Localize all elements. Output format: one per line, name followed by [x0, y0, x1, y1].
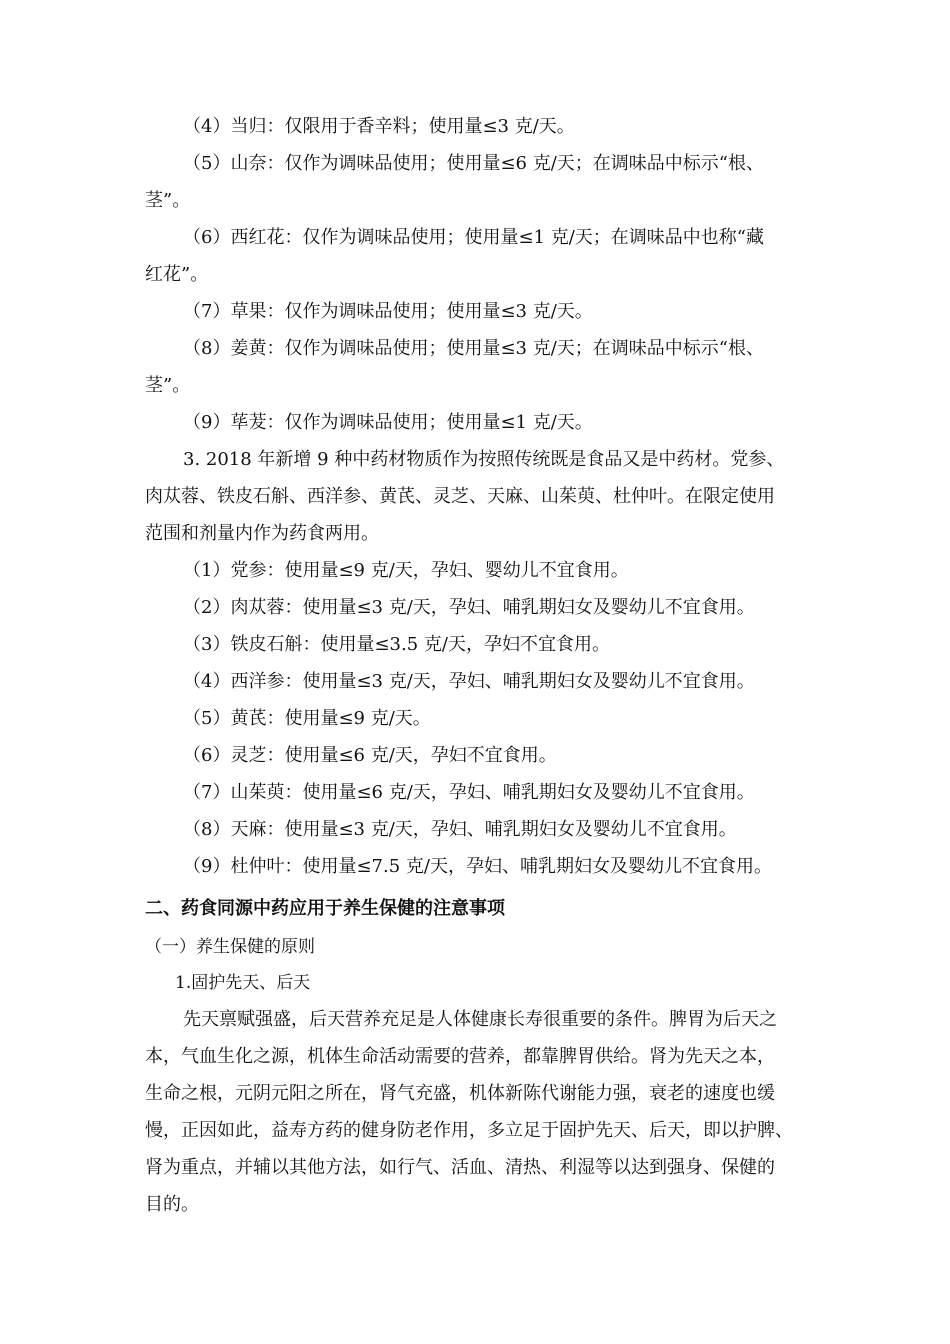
paragraph-line: 先天禀赋强盛，后天营养充足是人体健康长寿很重要的条件。脾胃为后天之 — [183, 1009, 777, 1030]
section-heading: 二、药食同源中药应用于养生保健的注意事项 — [145, 898, 505, 919]
paragraph-line: 生命之根，元阴元阳之所在，肾气充盛，机体新陈代谢能力强，衰老的速度也缓 — [145, 1083, 775, 1104]
list-item-continuation: 红花”。 — [145, 264, 209, 285]
paragraph-line: 目的。 — [145, 1194, 199, 1215]
body-paragraph — [145, 1001, 810, 1223]
point-3-line: 肉苁蓉、铁皮石斛、西洋参、黄芪、灵芝、天麻、山茱萸、杜仲叶。在限定使用 — [145, 486, 775, 507]
list-item: （6）西红花：仅作为调味品使用；使用量≤1 克/天；在调味品中也称“藏 — [183, 227, 764, 248]
list-item: （8）姜黄：仅作为调味品使用；使用量≤3 克/天；在调味品中标示“根、 — [183, 338, 764, 359]
list-item: （3）铁皮石斛：使用量≤3.5 克/天，孕妇不宜食用。 — [183, 634, 610, 655]
item-title: 1.固护先天、后天 — [175, 973, 311, 993]
paragraph-line: 肾为重点，并辅以其他方法，如行气、活血、清热、利湿等以达到强身、保健的 — [145, 1157, 775, 1178]
list-item: （4）当归：仅限用于香辛料；使用量≤3 克/天。 — [183, 116, 575, 137]
list-item: （1）党参：使用量≤9 克/天，孕妇、婴幼儿不宜食用。 — [183, 560, 629, 581]
list-item: （9）荜茇：仅作为调味品使用；使用量≤1 克/天。 — [183, 412, 593, 433]
list-item: （5）山奈：仅作为调味品使用；使用量≤6 克/天；在调味品中标示“根、 — [183, 153, 764, 174]
list-item: （9）杜仲叶：使用量≤7.5 克/天，孕妇、哺乳期妇女及婴幼儿不宜食用。 — [183, 856, 772, 877]
list-item: （4）西洋参：使用量≤3 克/天，孕妇、哺乳期妇女及婴幼儿不宜食用。 — [183, 671, 755, 692]
list-item: （6）灵芝：使用量≤6 克/天，孕妇不宜食用。 — [183, 745, 557, 766]
list-item: （7）山茱萸：使用量≤6 克/天，孕妇、哺乳期妇女及婴幼儿不宜食用。 — [183, 782, 755, 803]
list-item-continuation: 茎”。 — [145, 190, 191, 211]
list-item: （8）天麻：使用量≤3 克/天，孕妇、哺乳期妇女及婴幼儿不宜食用。 — [183, 819, 737, 840]
list-item: （5）黄芪：使用量≤9 克/天。 — [183, 708, 431, 729]
subsection-heading: （一）养生保健的原则 — [145, 937, 315, 957]
document-page — [145, 108, 810, 1223]
paragraph-line: 慢，正因如此，益寿方药的健身防老作用，多立足于固护先天、后天，即以护脾、 — [145, 1120, 793, 1141]
point-3-line: 3. 2018 年新增 9 种中药材物质作为按照传统既是食品又是中药材。党参、 — [183, 449, 785, 470]
paragraph-line: 本，气血生化之源，机体生命活动需要的营养，都靠脾胃供给。肾为先天之本， — [145, 1046, 775, 1067]
point-3-line: 范围和剂量内作为药食两用。 — [145, 523, 379, 544]
list-item: （7）草果：仅作为调味品使用；使用量≤3 克/天。 — [183, 301, 593, 322]
list-item: （2）肉苁蓉：使用量≤3 克/天，孕妇、哺乳期妇女及婴幼儿不宜食用。 — [183, 597, 755, 618]
list-item-continuation: 茎”。 — [145, 375, 191, 396]
